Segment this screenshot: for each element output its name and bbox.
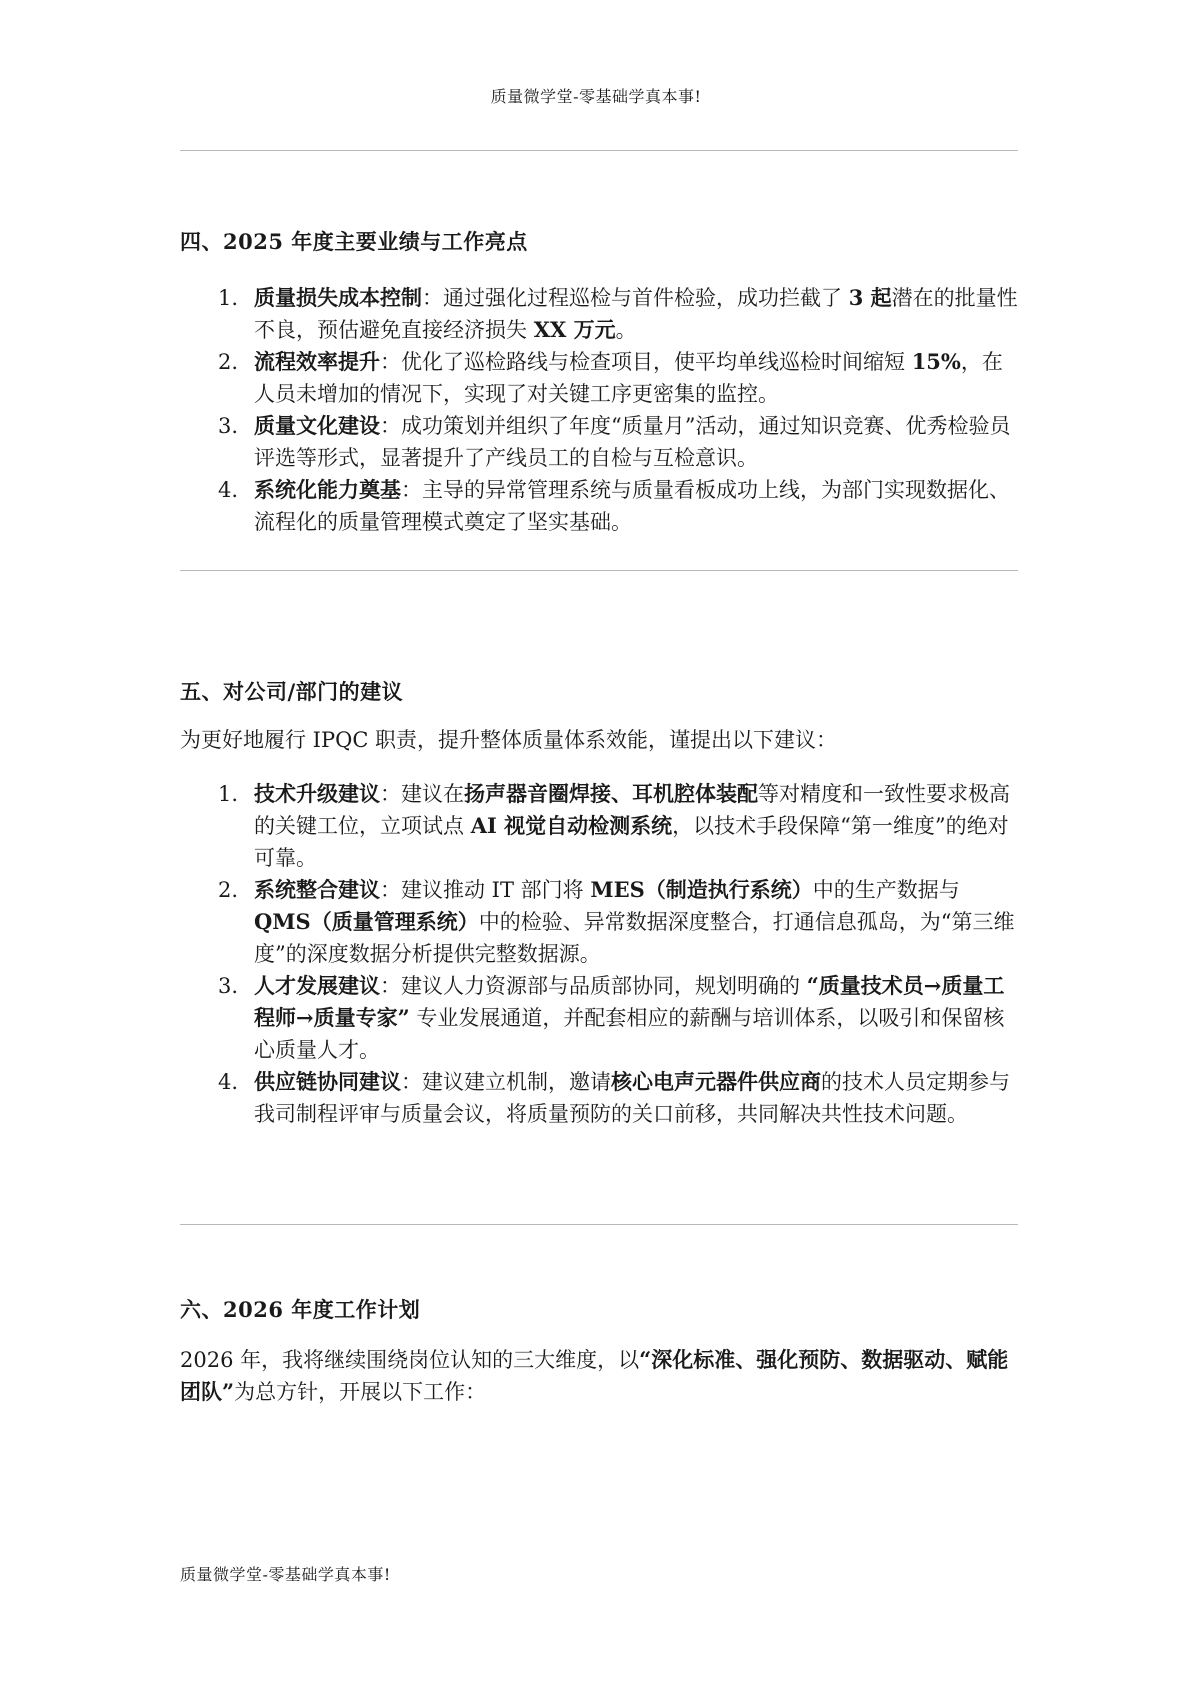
body-text: 中的生产数据与	[812, 878, 960, 902]
list-item-number: 2.	[218, 350, 239, 374]
section-title: 五、对公司/部门的建议	[180, 679, 404, 704]
body-text: 中的检验、异常数据深度整合，打通信息孤岛，为“第三维度”的深度数据分析提供完整数据源。	[254, 910, 1015, 966]
list-item	[180, 778, 1020, 874]
body-text: ：通过强化过程巡检与首件检验，成功拦截了	[422, 286, 849, 310]
emphasis-text: 扬声器音圈焊接、耳机腔体装配	[464, 781, 758, 806]
page-footer: 质量微学堂-零基础学真本事!	[180, 1565, 391, 1584]
list-item-number: 2.	[218, 878, 239, 902]
section-intro	[180, 1344, 1020, 1408]
body-text: ：建议推动 IT 部门将	[380, 878, 591, 902]
achievement-list	[180, 282, 1020, 538]
emphasis-text: 核心电声元器件供应商	[611, 1069, 821, 1094]
body-text: ：建议在	[380, 782, 464, 806]
body-text: ：建议人力资源部与品质部协同，规划明确的	[380, 974, 807, 998]
body-text: 2026 年，我将继续围绕岗位认知的三大维度，以	[180, 1348, 640, 1372]
list-item-number: 4.	[218, 1070, 239, 1094]
emphasis-text: 15%	[911, 349, 961, 374]
body-text: ：成功策划并组织了年度“质量月”活动，通过知识竞赛、优秀检验员评选等形式，显著提升了产线员工的自检与互检意识。	[254, 414, 1011, 470]
suggestion-list	[180, 778, 1020, 1130]
emphasis-text: XX 万元	[533, 317, 616, 342]
emphasis-text: 质量文化建设	[254, 413, 380, 438]
emphasis-text: 系统化能力奠基	[254, 477, 401, 502]
emphasis-text: 系统整合建议	[254, 877, 380, 902]
body-text: ：建议建立机制，邀请	[401, 1070, 611, 1094]
body-text: 为总方针，开展以下工作：	[234, 1380, 487, 1404]
list-item	[180, 346, 1020, 410]
body-text: 的技术人员定期参与我司制程评审与质量会议，将质量预防的关口前移，共同解决共性技术问题。	[254, 1070, 1010, 1126]
emphasis-text: 流程效率提升	[254, 349, 380, 374]
divider	[180, 570, 1018, 571]
emphasis-text: MES（制造执行系统）	[590, 877, 813, 902]
section-achievements	[180, 226, 1020, 538]
list-item-number: 3.	[218, 414, 239, 438]
emphasis-text: AI 视觉自动检测系统	[470, 813, 673, 838]
list-item-number: 3.	[218, 974, 239, 998]
body-text: ，以技术手段保障“第一维度”的绝对可靠。	[254, 814, 1009, 870]
section-title: 六、2026 年度工作计划	[180, 1297, 421, 1322]
list-item	[180, 282, 1020, 346]
divider	[180, 1224, 1018, 1225]
body-text: 。	[615, 318, 637, 342]
section-suggestions	[180, 676, 1020, 1130]
section-intro: 为更好地履行 IPQC 职责，提升整体质量体系效能，谨提出以下建议：	[180, 728, 838, 752]
list-item	[180, 410, 1020, 474]
emphasis-text: QMS（质量管理系统）	[254, 909, 479, 934]
divider	[180, 150, 1018, 151]
emphasis-text: 3 起	[848, 285, 892, 310]
body-text: ：优化了巡检路线与检查项目，使平均单线巡检时间缩短	[380, 350, 912, 374]
emphasis-text: “深化标准、强化预防、数据驱动、赋能团队”	[180, 1347, 1009, 1404]
body-text: ，在人员未增加的情况下，实现了对关键工序更密集的监控。	[254, 350, 1003, 406]
emphasis-text: “质量技术员→质量工程师→质量专家”	[254, 973, 1005, 1030]
body-text: 潜在的批量性不良，预估避免直接经济损失	[254, 286, 1018, 342]
section-plan	[180, 1294, 1020, 1408]
list-item	[180, 1066, 1020, 1130]
list-item	[180, 474, 1020, 538]
emphasis-text: 质量损失成本控制	[254, 285, 422, 310]
list-item-number: 1.	[218, 782, 239, 806]
section-title: 四、2025 年度主要业绩与工作亮点	[180, 229, 528, 254]
body-text: 等对精度和一致性要求极高的关键工位，立项试点	[254, 782, 1010, 838]
body-text: ：主导的异常管理系统与质量看板成功上线，为部门实现数据化、流程化的质量管理模式奠定了坚实基础。	[254, 478, 1010, 534]
list-item-number: 4.	[218, 478, 239, 502]
page-header: 质量微学堂-零基础学真本事!	[490, 87, 702, 106]
list-item	[180, 970, 1020, 1066]
emphasis-text: 供应链协同建议	[254, 1069, 401, 1094]
list-item	[180, 874, 1020, 970]
emphasis-text: 技术升级建议	[254, 781, 380, 806]
body-text: 专业发展通道，并配套相应的薪酬与培训体系，以吸引和保留核心质量人才。	[254, 1006, 1005, 1062]
list-item-number: 1.	[218, 286, 239, 310]
emphasis-text: 人才发展建议	[254, 973, 380, 998]
